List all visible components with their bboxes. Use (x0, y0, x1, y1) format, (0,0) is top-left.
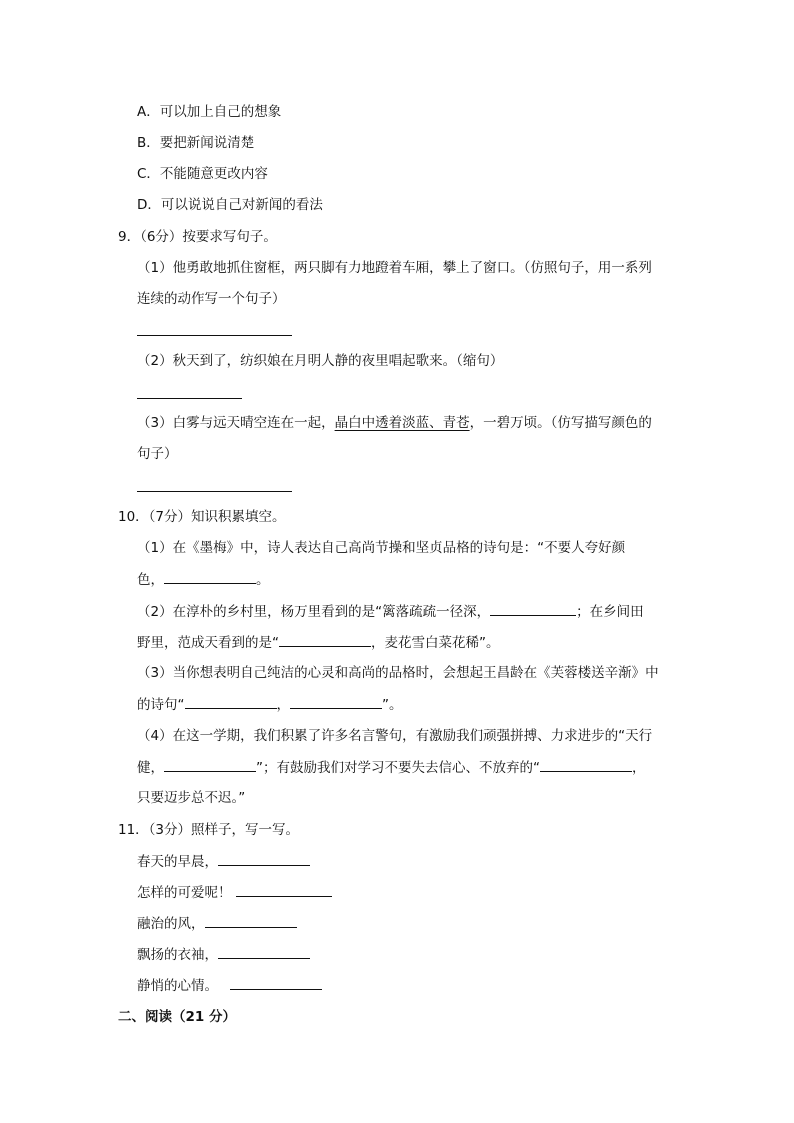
q9-part3-line1 (137, 413, 652, 433)
q10-part1-text-a: 色， (137, 572, 164, 588)
q10-part2-text-d: ，麦花雪白菜花稀”。 (371, 635, 500, 651)
q10-part4-line3: 只要迈步总不迟。” (137, 790, 246, 806)
q9-answer-blank-3[interactable] (137, 491, 292, 492)
q10-blank-5[interactable] (290, 694, 382, 709)
q9-part1-line1: （1）他勇敢地抓住窗框，两只脚有力地蹬着车厢，攀上了窗口。（仿照句子，用一系列 (137, 260, 652, 276)
q10-blank-2[interactable] (490, 601, 576, 616)
q10-blank-1[interactable] (164, 569, 256, 584)
q9-part3-underlined: 晶白中透着淡蓝、青苍 (334, 415, 470, 431)
q11-item-5-text: 静悄的心情。 (137, 978, 218, 994)
q10-part2-text-b: ；在乡间田 (576, 604, 644, 620)
q10-part1-line2 (137, 569, 270, 590)
q10-part3-line1: （3）当你想表明自己纯洁的心灵和高尚的品格时，会想起王昌龄在《芙蓉楼送辛渐》中 (137, 665, 659, 681)
q10-part3-line2 (137, 694, 403, 715)
q9-answer-blank-2[interactable] (137, 398, 242, 399)
q11-item-1 (137, 851, 310, 872)
q10-blank-7[interactable] (540, 757, 632, 772)
q10-part2-line1 (137, 601, 644, 622)
q11-item-2-text: 怎样的可爱呢！ (137, 885, 232, 901)
option-d: D．可以说说自己对新闻的看法 (137, 197, 323, 213)
q10-part4-line2 (137, 757, 646, 778)
q10-part3-text-b: ， (276, 697, 290, 713)
q9-part3-text-b: ，一碧万顷。（仿写描写颜色的 (469, 415, 652, 431)
q9-answer-blank-1[interactable] (137, 335, 292, 336)
q9-part1-line2: 连续的动作写一个句子） (137, 291, 286, 307)
q10-blank-4[interactable] (185, 694, 277, 709)
q11-blank-2[interactable] (236, 882, 332, 897)
q11-item-3 (137, 913, 297, 934)
q10-header: 10．（7分）知识积累填空。 (118, 509, 286, 525)
q11-item-4-text: 飘扬的衣袖， (137, 947, 218, 963)
q10-part2-text-c: 野里，范成天看到的是“ (137, 635, 279, 651)
q9-part3-line2: 句子） (137, 446, 178, 462)
q10-part1-line1: （1）在《墨梅》中，诗人表达自己高尚节操和坚贞品格的诗句是：“不要人夸好颜 (137, 540, 626, 556)
q11-item-4 (137, 944, 310, 965)
q11-blank-4[interactable] (218, 944, 310, 959)
option-c: C．不能随意更改内容 (137, 166, 268, 182)
q11-header: 11．（3分）照样子，写一写。 (118, 822, 300, 838)
option-b: B．要把新闻说清楚 (137, 135, 255, 151)
q11-item-5 (137, 975, 322, 996)
section-2-title: 二、阅读（21 分） (118, 1009, 236, 1025)
q11-blank-1[interactable] (218, 851, 310, 866)
q10-part4-text-a: 健， (137, 760, 164, 776)
q10-part3-text-c: ”。 (382, 697, 403, 713)
q10-blank-6[interactable] (164, 757, 256, 772)
q11-item-1-text: 春天的早晨， (137, 854, 218, 870)
q9-header: 9．（6分）按要求写句子。 (118, 229, 277, 245)
q11-blank-5[interactable] (230, 975, 322, 990)
q11-item-2 (137, 882, 332, 903)
q11-item-3-text: 融治的风， (137, 916, 205, 932)
q10-part3-text-a: 的诗句“ (137, 697, 185, 713)
q10-blank-3[interactable] (279, 632, 371, 647)
q10-part4-line1: （4）在这一学期，我们积累了许多名言警句，有激励我们顽强拼搏、力求进步的“天行 (137, 728, 653, 744)
q10-part1-text-b: 。 (256, 572, 270, 588)
q10-part4-text-b: ”；有鼓励我们对学习不要失去信心、不放弃的“ (256, 760, 540, 776)
option-a: A．可以加上自己的想象 (137, 104, 282, 120)
q9-part2: （2）秋天到了，纺织娘在月明人静的夜里唱起歌来。（缩句） (137, 353, 504, 369)
q10-part4-text-c: ， (632, 760, 646, 776)
q10-part2-line2 (137, 632, 500, 653)
q10-part2-text-a: （2）在淳朴的乡村里，杨万里看到的是“篱落疏疏一径深， (137, 604, 491, 620)
q11-blank-3[interactable] (205, 913, 297, 928)
q9-part3-text-a: （3）白雾与远天晴空连在一起， (137, 415, 335, 431)
